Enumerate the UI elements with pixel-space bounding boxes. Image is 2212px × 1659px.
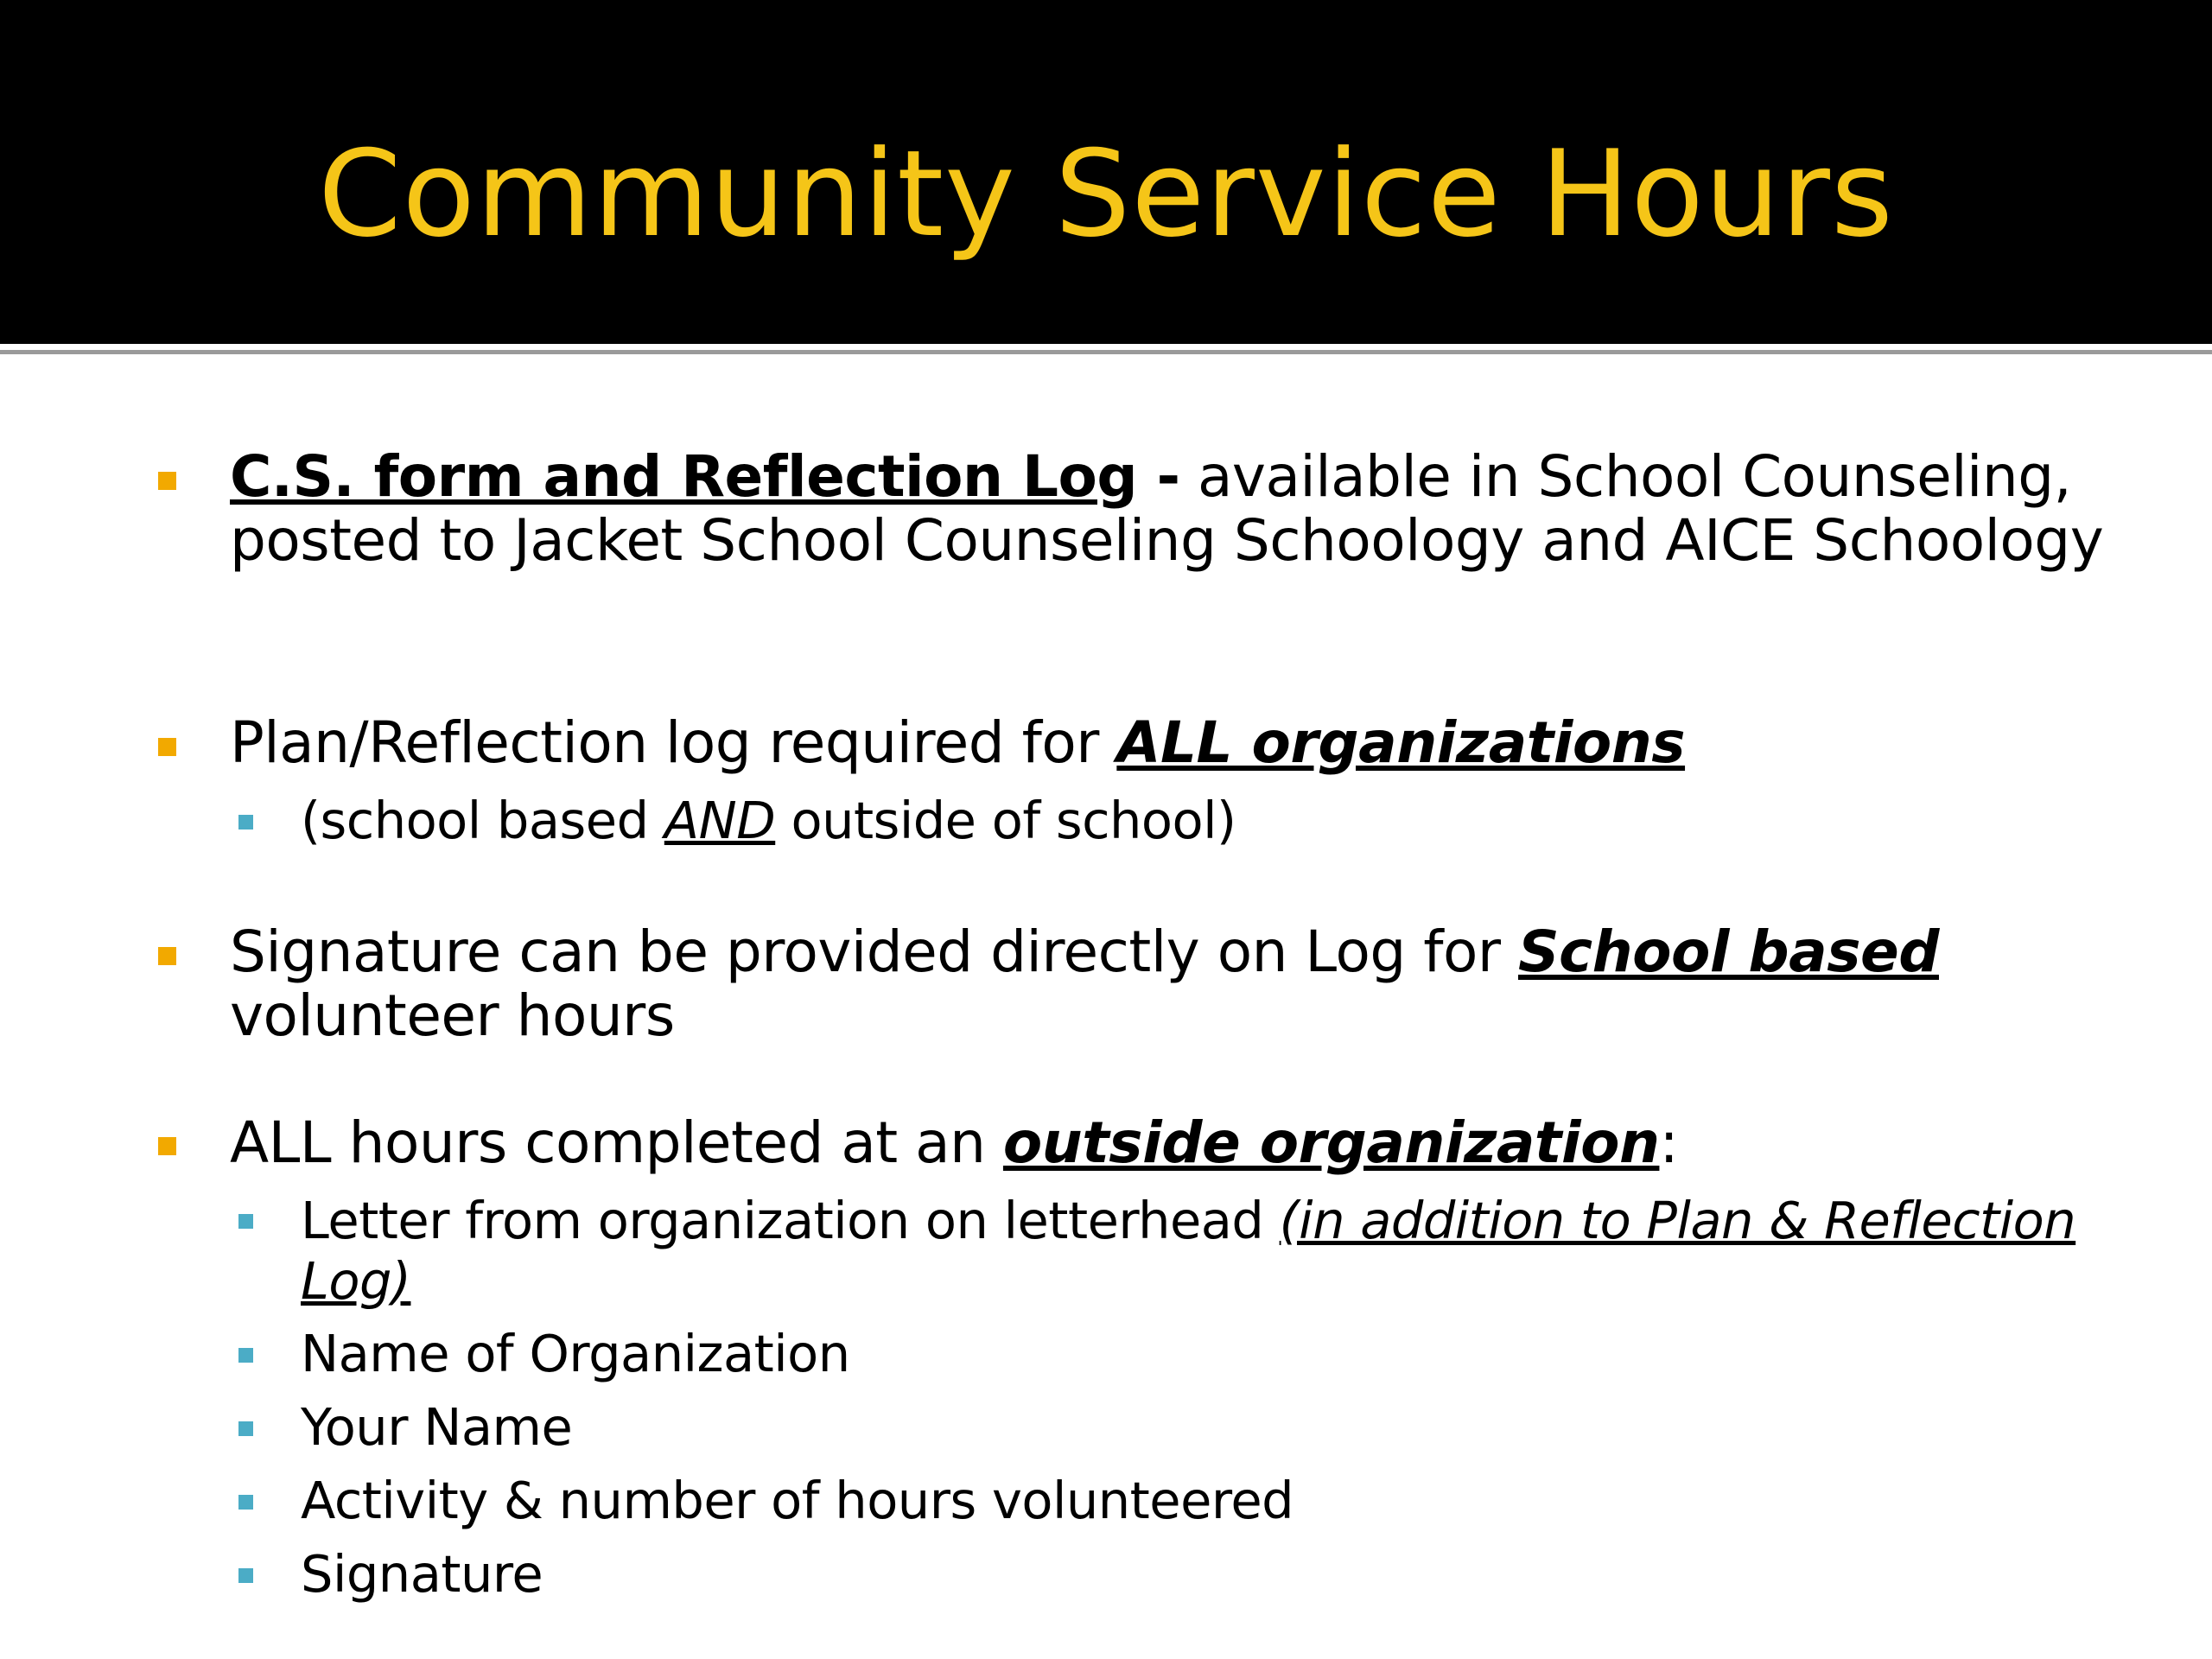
signature-log-emphasis: School based [1517,918,1939,985]
sub-bullet-square-icon [238,1421,253,1436]
sub-bullet-square-icon [238,1568,253,1583]
school-based-emphasis: AND [664,791,776,850]
bullet-square-icon [158,472,176,490]
cs-form-dash: - [1137,443,1180,510]
sub-bullet-activity-hours: Activity & number of hours volunteered [301,1471,1294,1530]
letterhead-text: Letter from organization on letterhead [301,1191,1280,1250]
sub-bullet-school-based [301,791,2115,851]
school-based-after: outside of school) [775,791,1236,850]
sub-bullet-square-icon [238,1214,253,1229]
bullet-outside-org [230,1111,2113,1175]
letterhead-emphasis: (in addition to Plan & Reflection Log) [301,1191,2076,1311]
plan-reflection-text: Plan/Reflection log required for [230,709,1117,776]
bullet-square-icon [158,1137,176,1155]
bullet-signature-log [230,920,2113,1048]
bullet-cs-form [230,445,2113,573]
slide-title: Community Service Hours [318,124,1894,264]
sub-bullet-letterhead [301,1191,2115,1312]
sub-bullet-signature: Signature [301,1544,543,1604]
school-based-before: (school based [301,791,664,850]
bullet-square-icon [158,947,176,965]
cs-form-text: available in School Counseling, posted to Jacket School Counseling Schoology and AICE Schoology [230,443,2104,574]
outside-org-after: : [1659,1109,1679,1176]
signature-log-after: volunteer hours [230,982,675,1049]
cs-form-heading: C.S. form and Reflection Log [230,443,1138,510]
signature-log-text: Signature can be provided directly on Log for [230,918,1518,985]
sub-bullet-your-name: Your Name [301,1397,573,1457]
bullet-plan-reflection [230,711,2113,775]
sub-bullet-org-name: Name of Organization [301,1324,850,1383]
sub-bullet-square-icon [238,815,253,830]
outside-org-emphasis: outside organization [1002,1109,1660,1176]
bullet-square-icon [158,738,176,756]
outside-org-text: ALL hours completed at an [230,1109,1003,1176]
plan-reflection-emphasis: ALL organizations [1116,709,1686,776]
sub-bullet-square-icon [238,1348,253,1363]
sub-bullet-square-icon [238,1495,253,1510]
